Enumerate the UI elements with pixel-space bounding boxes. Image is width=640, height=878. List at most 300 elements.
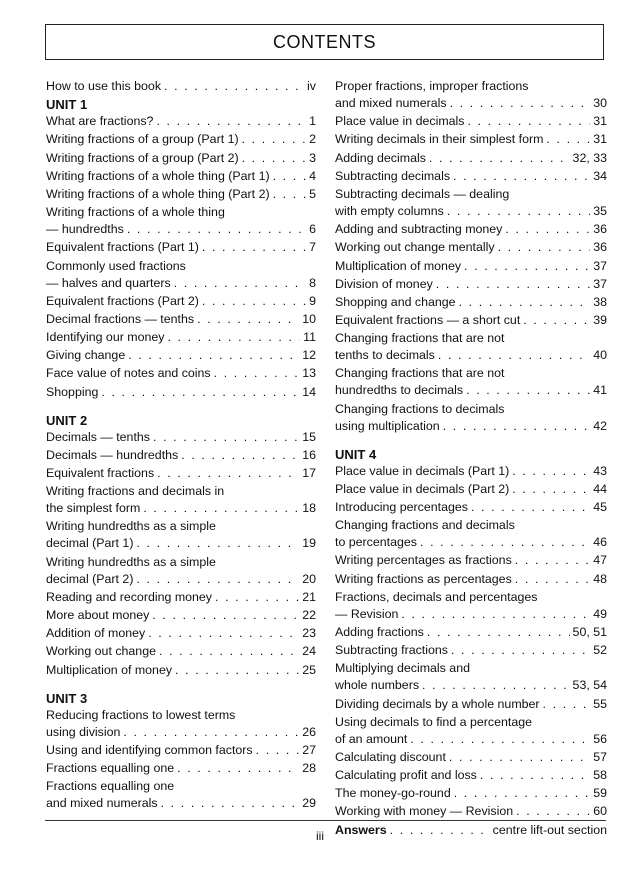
toc-entry[interactable] xyxy=(335,239,607,256)
toc-entry-row xyxy=(335,481,607,498)
dot-leader xyxy=(159,643,299,660)
toc-entry-title-line: Changing fractions and decimals xyxy=(335,518,515,533)
toc-page-number: 25 xyxy=(302,662,316,677)
toc-entry-title-line: Adding decimals xyxy=(335,150,426,165)
toc-page-number: centre lift-out section xyxy=(492,822,607,837)
dot-leader xyxy=(447,203,590,220)
toc-entry-title-line: Changing fractions that are not xyxy=(335,366,505,381)
toc-entry-title-line: using multiplication xyxy=(335,418,440,433)
toc-entry[interactable] xyxy=(335,186,607,220)
toc-entry-title-line: Multiplication of money xyxy=(335,258,462,273)
toc-page-number: 20 xyxy=(302,571,316,586)
toc-entry[interactable] xyxy=(46,483,316,517)
toc-entry-title-line: Writing hundredths as a simple xyxy=(46,554,216,569)
dot-leader xyxy=(181,447,299,464)
toc-entry[interactable] xyxy=(335,401,607,435)
toc-page-number: 32, 33 xyxy=(572,150,607,165)
toc-entry-title-line: — hundredths xyxy=(46,222,124,237)
toc-entry-title-line: The money-go-round xyxy=(335,786,451,801)
toc-entry-row xyxy=(46,742,316,759)
toc-entry-row xyxy=(335,677,607,694)
toc-page-number: 35 xyxy=(593,203,607,218)
toc-entry[interactable] xyxy=(46,186,316,203)
dot-leader xyxy=(523,312,590,329)
toc-page-number: 1 xyxy=(309,114,316,129)
toc-entry-title-line: Changing fractions to decimals xyxy=(335,401,505,416)
toc-page-number: 34 xyxy=(593,168,607,183)
toc-entry-row xyxy=(335,767,607,784)
toc-page-number: 5 xyxy=(309,186,316,201)
toc-entry[interactable] xyxy=(335,481,607,498)
toc-page-number: 53, 54 xyxy=(572,678,607,693)
toc-entry[interactable] xyxy=(46,447,316,464)
toc-page-number: 55 xyxy=(593,696,607,711)
toc-entry-title-line: Writing fractions as percentages xyxy=(335,571,512,586)
toc-entry-row xyxy=(46,500,316,517)
toc-entry[interactable] xyxy=(46,168,316,185)
toc-entry[interactable] xyxy=(335,785,607,802)
toc-entry[interactable] xyxy=(335,696,607,713)
toc-entry-row xyxy=(46,643,316,660)
dot-leader xyxy=(156,113,306,130)
toc-entry-title-line: Writing hundredths as a simple xyxy=(46,519,216,534)
toc-entry[interactable] xyxy=(46,707,316,741)
toc-entry-title-line: Writing fractions of a group (Part 2) xyxy=(46,150,239,165)
dot-leader xyxy=(410,731,590,748)
toc-entry-title-line: Decimal fractions — tenths xyxy=(46,311,195,326)
toc-entry-row xyxy=(335,276,607,293)
dot-leader xyxy=(453,168,590,185)
toc-entry-title-line: Place value in decimals xyxy=(335,114,465,129)
toc-entry-row xyxy=(46,168,316,185)
toc-entry-row xyxy=(335,131,607,148)
toc-entry[interactable] xyxy=(46,329,316,346)
toc-entry-title-line: How to use this book xyxy=(46,79,162,93)
contents-title-box xyxy=(45,24,604,60)
toc-entry[interactable] xyxy=(335,714,607,748)
dot-leader xyxy=(436,276,590,293)
toc-entry[interactable] xyxy=(46,78,316,95)
unit-heading: UNIT 2 xyxy=(46,412,88,428)
toc-entry[interactable] xyxy=(46,643,316,660)
toc-entry-title-line: Introducing percentages xyxy=(335,500,468,514)
toc-entry-row xyxy=(46,239,316,256)
toc-entry-title-line: Equivalent fractions (Part 1) xyxy=(46,240,199,255)
toc-entry-title-line: Fractions equalling one xyxy=(46,760,175,775)
toc-entry[interactable] xyxy=(46,778,316,812)
toc-entry[interactable] xyxy=(46,589,316,606)
toc-entry-title-line: Identifying our money xyxy=(46,330,165,345)
toc-entry-row xyxy=(335,731,607,748)
toc-entry-title-line: Equivalent fractions (Part 2) xyxy=(46,293,199,308)
toc-entry-title-line: to percentages xyxy=(335,535,417,550)
toc-entry[interactable] xyxy=(335,131,607,148)
toc-entry[interactable] xyxy=(335,660,607,694)
toc-entry[interactable] xyxy=(335,642,607,659)
dot-leader xyxy=(467,113,590,130)
toc-entry-title-line: What are fractions? xyxy=(46,114,154,129)
toc-page-number: 44 xyxy=(593,481,607,496)
dot-leader xyxy=(148,625,299,642)
toc-entry[interactable] xyxy=(46,204,316,238)
toc-entry-title-line: the simplest form xyxy=(46,501,141,516)
toc-entry-title-line: Working out change xyxy=(46,644,156,659)
toc-entry-row xyxy=(335,803,607,820)
dot-leader xyxy=(177,760,299,777)
toc-entry-title-line: decimal (Part 1) xyxy=(46,536,134,551)
toc-entry[interactable] xyxy=(335,552,607,569)
toc-entry-title-line: Addition of money xyxy=(46,626,146,641)
dot-leader xyxy=(174,275,306,292)
toc-page-number: 29 xyxy=(302,796,316,811)
toc-page-number: 56 xyxy=(593,731,607,746)
dot-leader xyxy=(427,624,570,641)
toc-page-number: 22 xyxy=(302,607,316,622)
toc-page-number: 50, 51 xyxy=(572,624,607,639)
toc-entry-title-line: Commonly used fractions xyxy=(46,258,186,273)
toc-entry-title-line: Working with money — Revision xyxy=(335,804,514,819)
toc-entry[interactable] xyxy=(46,429,316,446)
unit-heading: UNIT 3 xyxy=(46,690,88,706)
toc-entry-row xyxy=(46,795,316,812)
toc-entry-row xyxy=(335,696,607,713)
toc-entry-row xyxy=(335,642,607,659)
toc-entry[interactable] xyxy=(335,767,607,784)
dot-leader xyxy=(480,767,590,784)
toc-page-number: 3 xyxy=(309,150,316,165)
toc-page-number: 36 xyxy=(593,222,607,237)
unit-heading: UNIT 1 xyxy=(46,97,88,113)
toc-entry-row xyxy=(46,113,316,130)
dot-leader xyxy=(505,221,590,238)
toc-page-number: 31 xyxy=(593,132,607,147)
toc-entry-title-line: using division xyxy=(46,724,121,739)
toc-entry-row xyxy=(46,535,316,552)
toc-entry-row xyxy=(46,186,316,203)
toc-page-number: 48 xyxy=(593,571,607,586)
toc-entry-title-line: tenths to decimals xyxy=(335,348,435,363)
toc-entry[interactable] xyxy=(335,312,607,329)
toc-entry[interactable] xyxy=(46,293,316,310)
toc-page-number: 11 xyxy=(303,330,316,345)
toc-entry-title-line: Writing fractions of a whole thing xyxy=(46,205,225,220)
toc-entry-title-line: of an amount xyxy=(335,731,408,746)
toc-entry-row xyxy=(46,571,316,588)
toc-entry-title-line: Giving change xyxy=(46,348,126,363)
dot-leader xyxy=(464,258,590,275)
dot-leader xyxy=(443,418,591,435)
contents-title: CONTENTS xyxy=(273,31,376,52)
dot-leader xyxy=(454,785,590,802)
toc-entry[interactable] xyxy=(335,294,607,311)
toc-entry-row xyxy=(335,499,607,516)
toc-entry-row xyxy=(335,606,607,623)
toc-page-number: 31 xyxy=(593,114,607,129)
toc-entry-row xyxy=(335,571,607,588)
dot-leader xyxy=(498,239,591,256)
unit-heading: UNIT 4 xyxy=(335,446,377,462)
toc-entry[interactable] xyxy=(335,150,607,167)
toc-entry-title-line: Multiplying decimals and xyxy=(335,661,470,676)
toc-entry-row xyxy=(335,95,607,112)
toc-entry-title-line: Subtracting decimals — dealing xyxy=(335,186,510,201)
toc-entry[interactable] xyxy=(335,749,607,766)
toc-entry-title-line: — Revision xyxy=(335,606,399,621)
toc-entry-title-line: Calculating discount xyxy=(335,749,446,764)
toc-entry[interactable] xyxy=(335,463,607,480)
toc-entry-title-line: Decimals — hundredths xyxy=(46,447,179,462)
toc-entry-title-line: Using decimals to find a percentage xyxy=(335,714,532,729)
toc-page-number: 18 xyxy=(302,501,316,516)
toc-page-number: 49 xyxy=(593,606,607,621)
toc-entry-title-line: Equivalent fractions — a short cut xyxy=(335,313,521,328)
dot-leader xyxy=(256,742,300,759)
toc-entry-row xyxy=(335,624,607,641)
dot-leader xyxy=(546,131,590,148)
toc-entry-row xyxy=(335,294,607,311)
toc-right-column xyxy=(335,78,607,840)
toc-entry[interactable] xyxy=(335,803,607,820)
toc-entry-title-line: Calculating profit and loss xyxy=(335,768,477,783)
toc-page-number: 37 xyxy=(593,276,607,291)
toc-entry-title-line: hundredths to decimals xyxy=(335,383,464,398)
toc-entry[interactable] xyxy=(46,347,316,364)
toc-entry[interactable] xyxy=(335,276,607,293)
dot-leader xyxy=(128,347,299,364)
toc-entry-title-line: with empty columns xyxy=(335,203,444,218)
toc-entry[interactable] xyxy=(46,742,316,759)
toc-entry-row xyxy=(46,625,316,642)
toc-entry-title-line: Fractions equalling one xyxy=(46,779,175,794)
toc-entry-title-line: Equivalent fractions xyxy=(46,466,155,480)
toc-page-number: 43 xyxy=(593,463,607,478)
dot-leader xyxy=(175,662,299,679)
toc-entry[interactable] xyxy=(46,625,316,642)
toc-entry-title-line: Shopping and change xyxy=(335,294,456,309)
toc-entry-row xyxy=(46,311,316,328)
toc-entry[interactable] xyxy=(46,311,316,328)
toc-entry[interactable] xyxy=(46,113,316,130)
toc-entry-title-line: Writing fractions of a group (Part 1) xyxy=(46,132,239,147)
dot-leader xyxy=(543,696,591,713)
toc-entry-row xyxy=(46,329,316,346)
dot-leader xyxy=(512,463,590,480)
toc-entry[interactable] xyxy=(46,258,316,292)
toc-entry[interactable] xyxy=(46,518,316,552)
toc-entry-title-line: Subtracting fractions xyxy=(335,643,448,658)
toc-entry-row xyxy=(46,221,316,238)
toc-page-number: 14 xyxy=(302,384,316,399)
toc-entry-title-line: Place value in decimals (Part 2) xyxy=(335,481,510,496)
toc-page-number: 36 xyxy=(593,240,607,255)
toc-page-number: 37 xyxy=(593,258,607,273)
toc-entry[interactable] xyxy=(46,239,316,256)
toc-entry-title-line: More about money xyxy=(46,607,150,622)
toc-entry-row xyxy=(335,258,607,275)
dot-leader xyxy=(422,677,570,694)
toc-entry-row xyxy=(335,552,607,569)
toc-page-number: 7 xyxy=(309,240,316,255)
toc-entry-row xyxy=(335,749,607,766)
toc-entry-title-line: Multiplication of money xyxy=(46,662,173,677)
toc-entry-title-line: Answers xyxy=(335,822,387,837)
toc-entry[interactable] xyxy=(46,465,316,482)
toc-entry-title-line: Writing fractions of a whole thing (Part 1) xyxy=(46,168,270,183)
toc-page-number: 9 xyxy=(309,293,316,308)
toc-entry[interactable] xyxy=(46,131,316,148)
dot-leader xyxy=(143,500,299,517)
toc-entry[interactable] xyxy=(46,662,316,679)
toc-entry-row xyxy=(335,463,607,480)
toc-entry[interactable] xyxy=(46,607,316,624)
toc-page-number: 26 xyxy=(302,724,316,739)
toc-entry[interactable] xyxy=(46,365,316,382)
toc-page-number: 23 xyxy=(302,626,316,641)
dot-leader xyxy=(512,481,590,498)
toc-entry-title-line: Writing fractions of a whole thing (Part 2) xyxy=(46,186,270,201)
dot-leader xyxy=(401,606,590,623)
dot-leader xyxy=(123,724,299,741)
toc-entry-title-line: Changing fractions that are not xyxy=(335,331,505,346)
toc-entry-title-line: Fractions, decimals and percentages xyxy=(335,589,538,604)
toc-entry-title-line: — halves and quarters xyxy=(46,275,171,290)
toc-entry-row xyxy=(335,534,607,551)
toc-page-number: 24 xyxy=(302,644,316,659)
toc-page-number: 4 xyxy=(309,168,316,183)
toc-page-number: 39 xyxy=(593,313,607,328)
toc-entry-row xyxy=(46,607,316,624)
toc-entry[interactable] xyxy=(335,258,607,275)
dot-leader xyxy=(451,642,590,659)
toc-entry-row xyxy=(335,113,607,130)
toc-entry[interactable] xyxy=(335,168,607,185)
dot-leader xyxy=(215,589,299,606)
dot-leader xyxy=(164,78,304,95)
toc-entry-title-line: Using and identifying common factors xyxy=(46,742,253,757)
toc-entry-row xyxy=(46,465,316,482)
toc-entry-title-line: and mixed numerals xyxy=(335,96,447,110)
toc-entry-title-line: Dividing decimals by a whole number xyxy=(335,696,540,711)
toc-entry-title-line: Subtracting decimals xyxy=(335,168,451,183)
dot-leader xyxy=(161,795,300,812)
toc-entry-title-line: whole numbers xyxy=(335,678,420,693)
page-number: iii xyxy=(316,829,324,843)
toc-entry[interactable] xyxy=(335,365,607,399)
toc-entry-row xyxy=(335,418,607,435)
dot-leader xyxy=(157,465,299,482)
toc-entry-title-line: Division of money xyxy=(335,276,433,291)
toc-entry-row xyxy=(46,384,316,401)
toc-entry[interactable] xyxy=(335,624,607,641)
toc-entry-row xyxy=(46,275,316,292)
toc-entry[interactable] xyxy=(46,554,316,588)
toc-entry[interactable] xyxy=(46,384,316,401)
dot-leader xyxy=(459,294,591,311)
toc-entry-row xyxy=(46,429,316,446)
toc-entry-row xyxy=(335,150,607,167)
dot-leader xyxy=(136,571,299,588)
toc-page-number: 15 xyxy=(302,429,316,444)
dot-leader xyxy=(273,186,307,203)
toc-entry[interactable] xyxy=(335,499,607,516)
toc-entry-row xyxy=(335,221,607,238)
toc-entry-row xyxy=(335,168,607,185)
toc-page-number: 52 xyxy=(593,643,607,658)
toc-page-number: 47 xyxy=(593,553,607,568)
toc-entry[interactable] xyxy=(335,113,607,130)
toc-entry[interactable] xyxy=(46,150,316,167)
toc-page-number: 57 xyxy=(593,749,607,764)
dot-leader xyxy=(450,95,591,112)
dot-leader xyxy=(153,429,299,446)
toc-entry-title-line: Writing decimals in their simplest form xyxy=(335,132,544,147)
dot-leader xyxy=(152,607,299,624)
toc-page-number: 2 xyxy=(309,132,316,147)
toc-page-number: 12 xyxy=(302,348,316,363)
toc-page-number: 28 xyxy=(302,760,316,775)
toc-entry-row xyxy=(46,662,316,679)
dot-leader xyxy=(127,221,306,238)
toc-page-number: 16 xyxy=(302,447,316,462)
toc-entry-title-line: Decimals — tenths xyxy=(46,429,150,444)
toc-entry-row xyxy=(46,724,316,741)
toc-page-number: 42 xyxy=(593,418,607,433)
toc-entry[interactable] xyxy=(335,517,607,551)
toc-entry-row xyxy=(335,312,607,329)
footer-divider xyxy=(45,820,606,821)
toc-entry-row xyxy=(46,78,316,95)
dot-leader xyxy=(214,365,300,382)
dot-leader xyxy=(273,168,307,185)
toc-entry-title-line: Reducing fractions to lowest terms xyxy=(46,707,236,722)
toc-page-number: 60 xyxy=(593,804,607,819)
toc-entry[interactable] xyxy=(335,571,607,588)
dot-leader xyxy=(420,534,590,551)
toc-entry-title-line: decimal (Part 2) xyxy=(46,571,134,586)
toc-entry[interactable] xyxy=(335,221,607,238)
toc-entry-row xyxy=(46,589,316,606)
toc-page-number: 10 xyxy=(302,311,316,326)
toc-entry[interactable] xyxy=(46,760,316,777)
toc-entry-title-line: Adding fractions xyxy=(335,624,424,639)
toc-entry-row xyxy=(46,760,316,777)
toc-entry-row xyxy=(335,239,607,256)
toc-page-number: iv xyxy=(307,79,316,93)
toc-entry[interactable] xyxy=(335,330,607,364)
toc-page-number: 21 xyxy=(302,589,316,604)
toc-entry-title-line: Writing fractions and decimals in xyxy=(46,484,225,499)
toc-entry-title-line: Working out change mentally xyxy=(335,240,495,255)
toc-page-number: 58 xyxy=(593,768,607,783)
toc-entry-row xyxy=(46,447,316,464)
toc-entry-title-line: Writing percentages as fractions xyxy=(335,553,512,568)
toc-page-number: 40 xyxy=(593,348,607,363)
toc-entry-title-line: Shopping xyxy=(46,384,99,399)
toc-entry[interactable] xyxy=(335,78,607,112)
toc-entry-title-line: Adding and subtracting money xyxy=(335,222,503,237)
dot-leader xyxy=(197,311,299,328)
toc-entry-title-line: Place value in decimals (Part 1) xyxy=(335,463,510,478)
toc-entry[interactable] xyxy=(335,589,607,623)
toc-page-number: 46 xyxy=(593,535,607,550)
toc-entry-title-line: and mixed numerals xyxy=(46,796,158,811)
toc-page-number: 27 xyxy=(302,742,316,757)
toc-entry-title-line: Reading and recording money xyxy=(46,589,213,604)
dot-leader xyxy=(429,150,570,167)
toc-entry-title-line: Face value of notes and coins xyxy=(46,366,211,381)
toc-page-number: 59 xyxy=(593,786,607,801)
toc-page-number: 38 xyxy=(593,294,607,309)
